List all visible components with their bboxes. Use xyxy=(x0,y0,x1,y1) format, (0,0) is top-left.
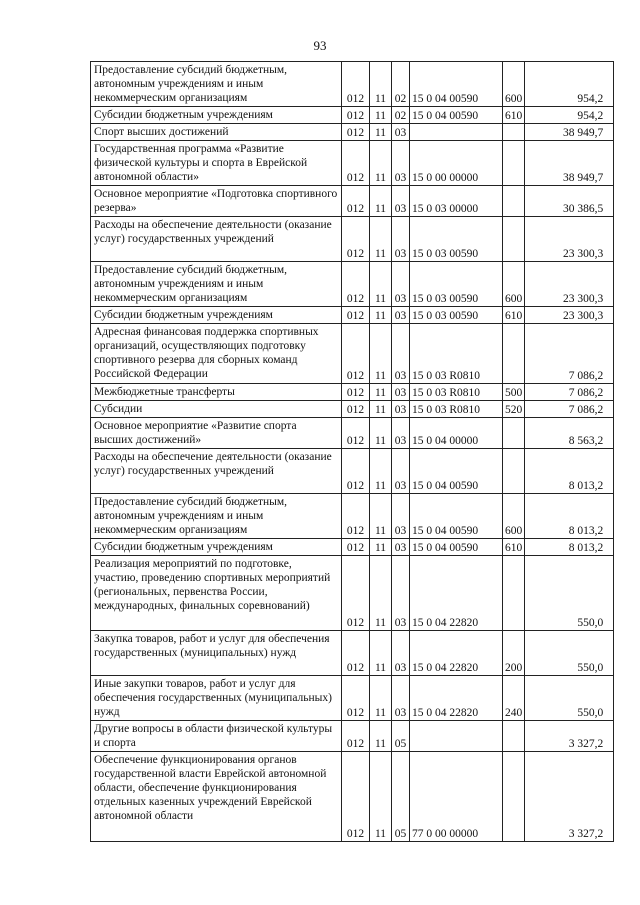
cell-csr: 15 0 04 22820 xyxy=(410,556,503,631)
table-row xyxy=(91,307,614,324)
cell-pr: 02 xyxy=(392,62,410,107)
cell-pr: 03 xyxy=(392,217,410,262)
cell-ved: 012 xyxy=(342,124,370,141)
cell-csr: 15 0 04 00000 xyxy=(410,418,503,449)
cell-name: Субсидии бюджетным учреждениям xyxy=(91,107,342,124)
cell-rz: 11 xyxy=(370,307,392,324)
cell-name: Межбюджетные трансферты xyxy=(91,384,342,401)
cell-rz: 11 xyxy=(370,449,392,494)
cell-name: Закупка товаров, работ и услуг для обеспечения государственных (муниципальных) нужд xyxy=(91,631,342,676)
cell-name: Расходы на обеспечение деятельности (оказание услуг) государственных учреждений xyxy=(91,449,342,494)
table-row xyxy=(91,186,614,217)
cell-csr: 15 0 03 00590 xyxy=(410,217,503,262)
table-row xyxy=(91,721,614,752)
cell-vr: 600 xyxy=(503,494,525,539)
cell-sum: 8 013,2 xyxy=(525,449,614,494)
cell-vr: 200 xyxy=(503,631,525,676)
cell-pr: 03 xyxy=(392,262,410,307)
cell-sum: 954,2 xyxy=(525,62,614,107)
table-row xyxy=(91,217,614,262)
cell-csr: 15 0 04 00590 xyxy=(410,107,503,124)
cell-ved: 012 xyxy=(342,401,370,418)
cell-rz: 11 xyxy=(370,141,392,186)
table-row xyxy=(91,262,614,307)
cell-pr: 03 xyxy=(392,324,410,384)
cell-vr: 610 xyxy=(503,539,525,556)
table-row xyxy=(91,324,614,384)
cell-csr: 15 0 04 22820 xyxy=(410,676,503,721)
cell-name: Расходы на обеспечение деятельности (оказание услуг) государственных учреждений xyxy=(91,217,342,262)
table-row xyxy=(91,401,614,418)
cell-sum: 8 013,2 xyxy=(525,539,614,556)
cell-sum: 23 300,3 xyxy=(525,262,614,307)
cell-csr: 15 0 00 00000 xyxy=(410,141,503,186)
cell-vr xyxy=(503,556,525,631)
table-row xyxy=(91,631,614,676)
cell-vr: 500 xyxy=(503,384,525,401)
cell-csr: 15 0 03 R0810 xyxy=(410,324,503,384)
table-row xyxy=(91,107,614,124)
cell-rz: 11 xyxy=(370,418,392,449)
cell-rz: 11 xyxy=(370,62,392,107)
cell-rz: 11 xyxy=(370,631,392,676)
table-row xyxy=(91,539,614,556)
cell-pr: 03 xyxy=(392,186,410,217)
cell-name: Субсидии xyxy=(91,401,342,418)
cell-ved: 012 xyxy=(342,539,370,556)
table-row xyxy=(91,62,614,107)
table-row xyxy=(91,141,614,186)
cell-rz: 11 xyxy=(370,324,392,384)
cell-sum: 8 563,2 xyxy=(525,418,614,449)
cell-name: Основное мероприятие «Развитие спорта высших достижений» xyxy=(91,418,342,449)
cell-rz: 11 xyxy=(370,124,392,141)
cell-sum: 8 013,2 xyxy=(525,494,614,539)
cell-rz: 11 xyxy=(370,676,392,721)
cell-sum: 550,0 xyxy=(525,631,614,676)
cell-name: Предоставление субсидий бюджетным, автономным учреждениям и иным некоммерческим организациям xyxy=(91,262,342,307)
cell-name: Реализация мероприятий по подготовке, участию, проведению спортивных мероприятий (региональных, первенства России, международных, финальных соревнований) xyxy=(91,556,342,631)
cell-name: Субсидии бюджетным учреждениям xyxy=(91,539,342,556)
cell-rz: 11 xyxy=(370,494,392,539)
cell-sum: 38 949,7 xyxy=(525,141,614,186)
cell-sum: 550,0 xyxy=(525,556,614,631)
cell-pr: 03 xyxy=(392,124,410,141)
cell-vr: 600 xyxy=(503,62,525,107)
table-row xyxy=(91,124,614,141)
cell-name: Субсидии бюджетным учреждениям xyxy=(91,307,342,324)
cell-sum: 7 086,2 xyxy=(525,324,614,384)
cell-pr: 03 xyxy=(392,307,410,324)
cell-rz: 11 xyxy=(370,107,392,124)
cell-ved: 012 xyxy=(342,556,370,631)
cell-csr: 77 0 00 00000 xyxy=(410,752,503,842)
cell-pr: 03 xyxy=(392,676,410,721)
cell-csr: 15 0 04 00590 xyxy=(410,494,503,539)
table-body xyxy=(91,62,614,842)
cell-ved: 012 xyxy=(342,384,370,401)
cell-name: Иные закупки товаров, работ и услуг для обеспечения государственных (муниципальных) нужд xyxy=(91,676,342,721)
cell-vr xyxy=(503,217,525,262)
cell-ved: 012 xyxy=(342,262,370,307)
cell-name: Государственная программа «Развитие физической культуры и спорта в Еврейской автономной области» xyxy=(91,141,342,186)
cell-rz: 11 xyxy=(370,401,392,418)
cell-csr: 15 0 03 00000 xyxy=(410,186,503,217)
cell-sum: 550,0 xyxy=(525,676,614,721)
cell-rz: 11 xyxy=(370,539,392,556)
cell-vr: 610 xyxy=(503,107,525,124)
table-row xyxy=(91,556,614,631)
cell-pr: 02 xyxy=(392,107,410,124)
cell-vr: 240 xyxy=(503,676,525,721)
cell-rz: 11 xyxy=(370,752,392,842)
cell-pr: 03 xyxy=(392,141,410,186)
cell-name: Адресная финансовая поддержка спортивных организаций, осуществляющих подготовку спортивного резерва для сборных команд Российской Федерации xyxy=(91,324,342,384)
cell-name: Предоставление субсидий бюджетным, автономным учреждениям и иным некоммерческим организациям xyxy=(91,62,342,107)
page-number: 93 xyxy=(313,38,327,53)
cell-csr: 15 0 04 22820 xyxy=(410,631,503,676)
cell-vr xyxy=(503,141,525,186)
table-row xyxy=(91,676,614,721)
table-row xyxy=(91,494,614,539)
cell-ved: 012 xyxy=(342,107,370,124)
cell-pr: 05 xyxy=(392,752,410,842)
cell-rz: 11 xyxy=(370,217,392,262)
cell-pr: 05 xyxy=(392,721,410,752)
cell-ved: 012 xyxy=(342,676,370,721)
cell-name: Спорт высших достижений xyxy=(91,124,342,141)
cell-pr: 03 xyxy=(392,494,410,539)
cell-name: Другие вопросы в области физической культуры и спорта xyxy=(91,721,342,752)
cell-vr xyxy=(503,186,525,217)
cell-csr: 15 0 04 00590 xyxy=(410,449,503,494)
cell-sum: 3 327,2 xyxy=(525,752,614,842)
budget-table xyxy=(90,61,614,842)
cell-ved: 012 xyxy=(342,418,370,449)
cell-ved: 012 xyxy=(342,721,370,752)
cell-ved: 012 xyxy=(342,631,370,676)
cell-vr xyxy=(503,752,525,842)
cell-csr: 15 0 04 00590 xyxy=(410,62,503,107)
cell-csr xyxy=(410,124,503,141)
cell-ved: 012 xyxy=(342,62,370,107)
cell-pr: 03 xyxy=(392,401,410,418)
table-row xyxy=(91,449,614,494)
cell-ved: 012 xyxy=(342,752,370,842)
cell-csr xyxy=(410,721,503,752)
cell-rz: 11 xyxy=(370,186,392,217)
cell-pr: 03 xyxy=(392,556,410,631)
cell-ved: 012 xyxy=(342,186,370,217)
cell-pr: 03 xyxy=(392,418,410,449)
cell-sum: 23 300,3 xyxy=(525,307,614,324)
cell-vr xyxy=(503,721,525,752)
cell-ved: 012 xyxy=(342,494,370,539)
cell-vr xyxy=(503,449,525,494)
table-row xyxy=(91,418,614,449)
cell-ved: 012 xyxy=(342,307,370,324)
cell-rz: 11 xyxy=(370,721,392,752)
cell-vr xyxy=(503,418,525,449)
cell-ved: 012 xyxy=(342,449,370,494)
cell-csr: 15 0 03 00590 xyxy=(410,262,503,307)
cell-vr: 610 xyxy=(503,307,525,324)
cell-pr: 03 xyxy=(392,384,410,401)
cell-name: Предоставление субсидий бюджетным, автономным учреждениям и иным некоммерческим организациям xyxy=(91,494,342,539)
cell-ved: 012 xyxy=(342,141,370,186)
cell-pr: 03 xyxy=(392,539,410,556)
cell-sum: 7 086,2 xyxy=(525,384,614,401)
cell-ved: 012 xyxy=(342,217,370,262)
cell-sum: 38 949,7 xyxy=(525,124,614,141)
cell-vr: 600 xyxy=(503,262,525,307)
cell-name: Обеспечение функционирования органов государственной власти Еврейской автономной области, обеспечение функционирования отдельных казенных учреждений Еврейской автономной области xyxy=(91,752,342,842)
table-row xyxy=(91,752,614,842)
cell-csr: 15 0 04 00590 xyxy=(410,539,503,556)
cell-sum: 23 300,3 xyxy=(525,217,614,262)
cell-sum: 3 327,2 xyxy=(525,721,614,752)
cell-csr: 15 0 03 00590 xyxy=(410,307,503,324)
cell-sum: 7 086,2 xyxy=(525,401,614,418)
cell-csr: 15 0 03 R0810 xyxy=(410,401,503,418)
cell-sum: 954,2 xyxy=(525,107,614,124)
cell-vr: 520 xyxy=(503,401,525,418)
cell-vr xyxy=(503,124,525,141)
table-row xyxy=(91,384,614,401)
cell-pr: 03 xyxy=(392,631,410,676)
cell-rz: 11 xyxy=(370,556,392,631)
cell-rz: 11 xyxy=(370,262,392,307)
cell-pr: 03 xyxy=(392,449,410,494)
cell-vr xyxy=(503,324,525,384)
cell-sum: 30 386,5 xyxy=(525,186,614,217)
cell-ved: 012 xyxy=(342,324,370,384)
cell-csr: 15 0 03 R0810 xyxy=(410,384,503,401)
cell-name: Основное мероприятие «Подготовка спортивного резерва» xyxy=(91,186,342,217)
cell-rz: 11 xyxy=(370,384,392,401)
